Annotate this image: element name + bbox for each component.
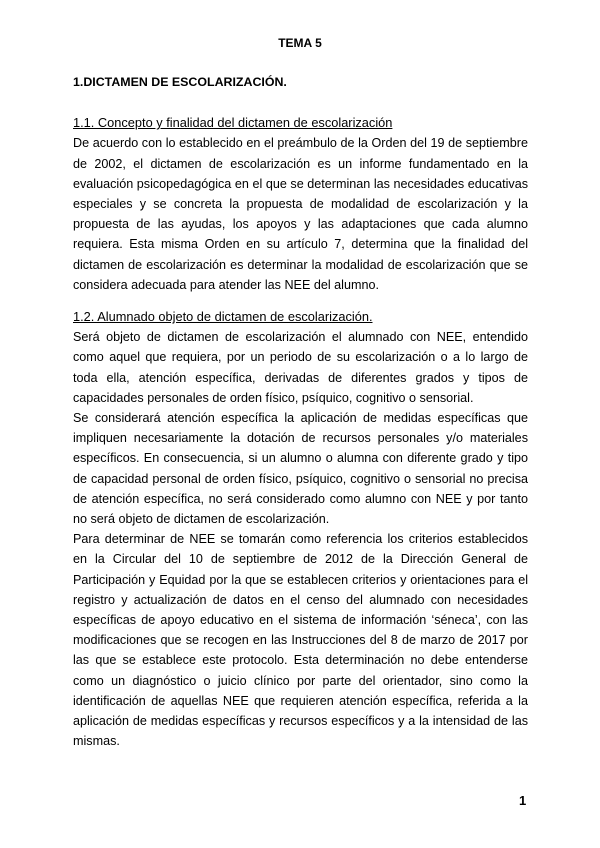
document-title: TEMA 5	[278, 36, 322, 50]
paragraph-criteria: Para determinar de NEE se tomarán como referencia los criterios establecidos en la Circular del 10 de septiembre de 2012 de la Dirección General de Participación y Equidad por la que se establecen criterios y orientaciones para el registro y actualización de datos en el censo del alumnado con necesidades específicas de apoyo educativo en el sistema de información ‘séneca’, con las modificaciones que se recogen en las Instrucciones del 8 de marzo de 2017 por las que se establece este protocolo. Esta determinación no debe entenderse como un diagnóstico o juicio clínico por parte del orientador, sino como la identificación de aquellas NEE que requieren atención específica, referida a la aplicación de medidas específicas y recursos específicos y a la intensidad de las mismas.	[73, 532, 528, 749]
page-number: 1	[519, 793, 527, 808]
section-heading-1: 1.DICTAMEN DE ESCOLARIZACIÓN.	[73, 75, 287, 89]
paragraph-specific-attention: Se considerará atención específica la aplicación de medidas específicas que impliquen necesariamente la dotación de recursos personales y/o materiales específicos. En consecuencia, si un alumno o alumna con diferente grado y tipo de capacidad personal de orden físico, psíquico, cognitivo o sensorial no precisa de atención específica, no será considerado como alumno con NEE y por tanto no será objeto de dictamen de escolarización.	[73, 411, 528, 527]
document-body	[73, 72, 528, 752]
paragraph-concept: De acuerdo con lo establecido en el preámbulo de la Orden del 19 de septiembre de 2002, el dictamen de escolarización es un informe fundamentado en la evaluación psicopedagógica en el que se determinan las necesidades educativas especiales y se concreta la propuesta de modalidad de escolarización y la propuesta de las ayudas, los apoyos y las adaptaciones que cada alumno requiera. Esta misma Orden en su artículo 7, determina que la finalidad del dictamen de escolarización es determinar la modalidad de escolarización que se considera adecuada para atender las NEE del alumno.	[73, 136, 528, 292]
subsection-heading-1-2: 1.2. Alumnado objeto de dictamen de escolarización.	[73, 309, 373, 325]
subsection-heading-1-1: 1.1. Concepto y finalidad del dictamen de escolarización	[73, 115, 393, 131]
paragraph-students: Será objeto de dictamen de escolarización el alumnado con NEE, entendido como aquel que requiera, por un periodo de su escolarización o a lo largo de toda ella, atención específica, derivadas de diferentes grados y tipos de capacidades personales de orden físico, psíquico, cognitivo o sensorial.	[73, 330, 528, 405]
